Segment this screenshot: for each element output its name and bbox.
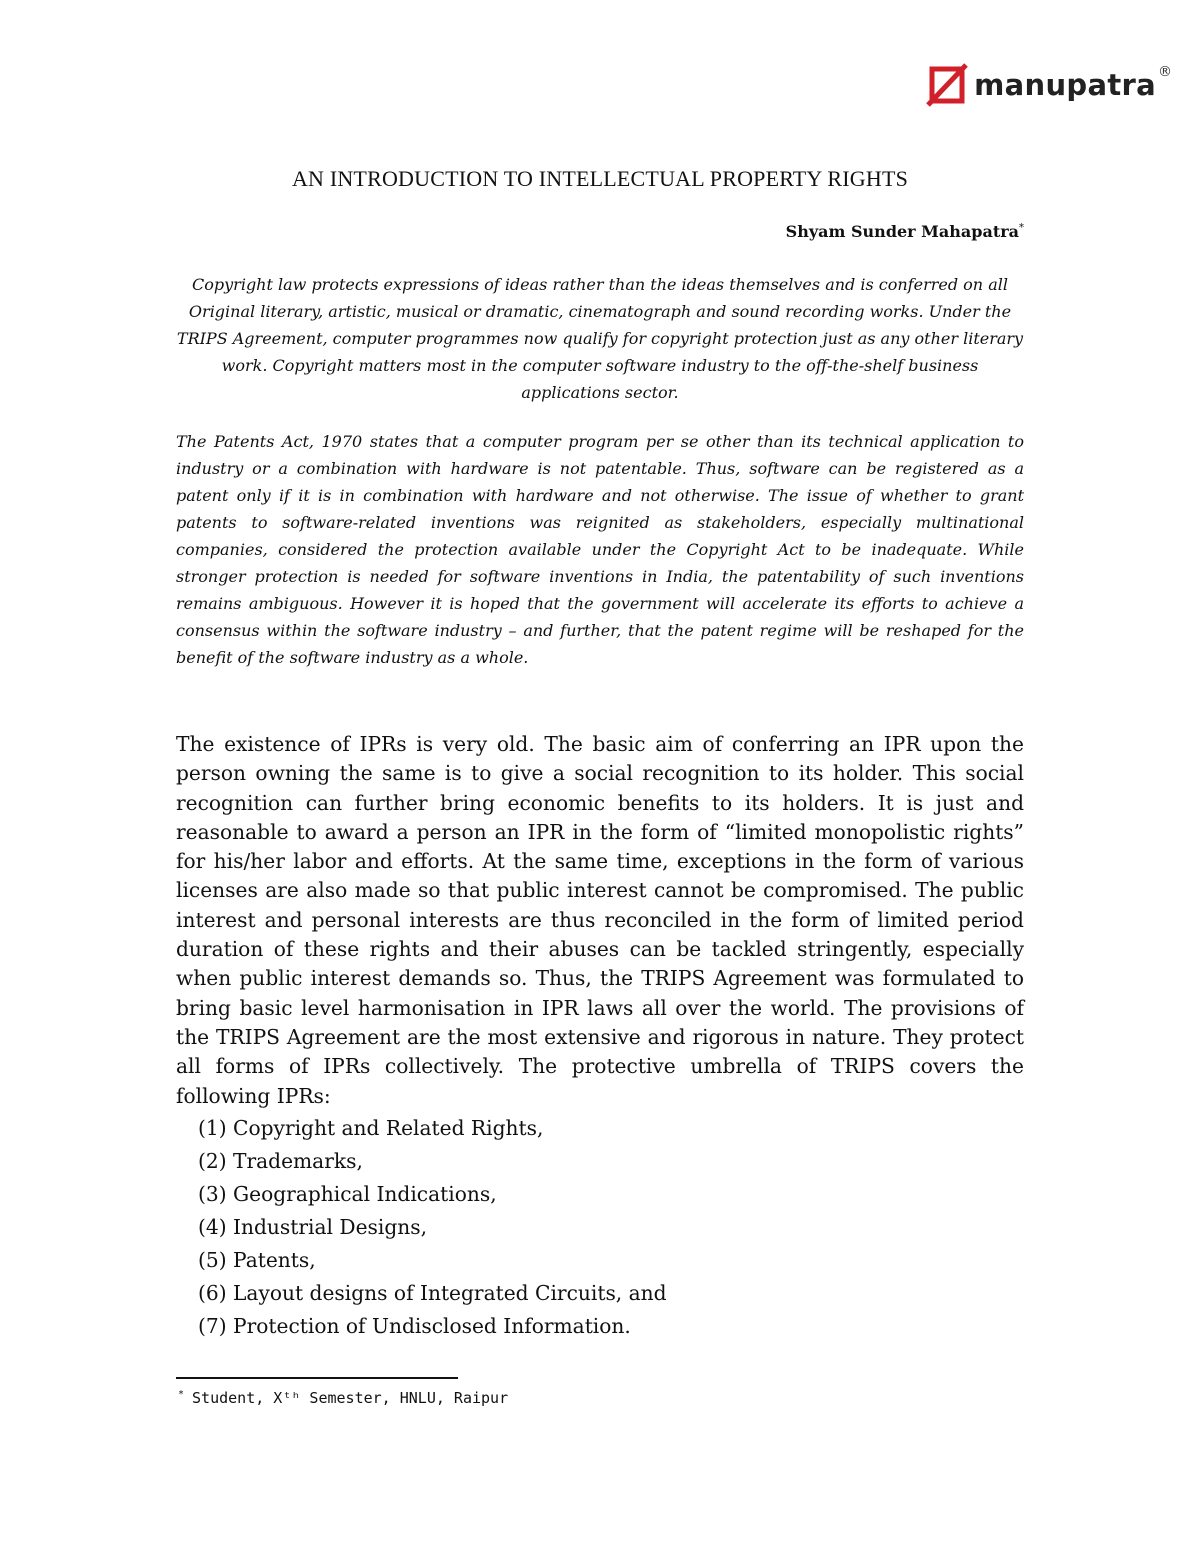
body-paragraph: The existence of IPRs is very old. The basic aim of conferring an IPR upon the person owning the same is to give a social recognition to its holder. This social recognition can further bring economic benefits to its holders. It is just and reasonable to award a person an IPR in the form of “limited monopolistic rights” for his/her labor and efforts. At the same time, exceptions in the form of various licenses are also made so that public interest cannot be compromised. The public interest and personal interests are thus reconciled in the form of limited period duration of these rights and their abuses can be tackled stringently, especially when public interest demands so. Thus, the TRIPS Agreement was formulated to bring basic level harmonisation in IPR laws all over the world. The provisions of the TRIPS Agreement are the most extensive and rigorous in nature. They protect all forms of IPRs collectively. The protective umbrella of TRIPS covers the following IPRs:	[176, 732, 1024, 1108]
registered-mark: ®	[1158, 64, 1172, 80]
list-item: (4) Industrial Designs,	[198, 1215, 428, 1239]
footnote-text: Student, Xᵗʰ Semester, HNLU, Raipur	[192, 1389, 509, 1407]
list-item: (6) Layout designs of Integrated Circuits, and	[198, 1281, 667, 1305]
abstract-paragraph-copyright: Copyright law protects expressions of ideas rather than the ideas themselves and is conferred on all Original literary, artistic, musical or dramatic, cinematograph and sound recording works. Under the TRIPS Agreement, computer programmes now qualify for copyright protection just as any other literary work. Copyright matters most in the computer software industry to the off-the-shelf business applications sector.	[176, 275, 1024, 402]
list-item: (1) Copyright and Related Rights,	[198, 1116, 544, 1140]
author-name: Shyam Sunder Mahapatra	[785, 222, 1019, 241]
paper-title: AN INTRODUCTION TO INTELLECTUAL PROPERTY RIGHTS	[291, 166, 909, 191]
author-line	[786, 222, 1024, 241]
author-footnote-marker[interactable]: *	[1019, 222, 1024, 234]
manupatra-logo-icon	[926, 63, 970, 107]
list-item: (2) Trademarks,	[198, 1149, 363, 1173]
footnote-marker: *	[178, 1389, 185, 1400]
list-item: (3) Geographical Indications,	[198, 1182, 497, 1206]
abstract-paragraph-patents: The Patents Act, 1970 states that a computer program per se other than its technical application to industry or a combination with hardware is not patentable. Thus, software can be registered as a patent only if it is in combination with hardware and not otherwise. The issue of whether to grant patents to software-related inventions was reignited as stakeholders, especially multinational companies, considered the protection available under the Copyright Act to be inadequate. While stronger protection is needed for software inventions in India, the patentability of such inventions remains ambiguous. However it is hoped that the government will accelerate its efforts to achieve a consensus within the software industry – and further, that the patent regime will be reshaped for the benefit of the software industry as a whole.	[176, 432, 1024, 667]
footnote-divider	[176, 1377, 458, 1379]
manupatra-logo	[926, 60, 1172, 110]
ipr-list	[198, 1112, 667, 1343]
list-item: (5) Patents,	[198, 1248, 316, 1272]
footnote	[178, 1389, 508, 1407]
list-item: (7) Protection of Undisclosed Information.	[198, 1314, 631, 1338]
logo-text: manupatra	[974, 67, 1156, 102]
